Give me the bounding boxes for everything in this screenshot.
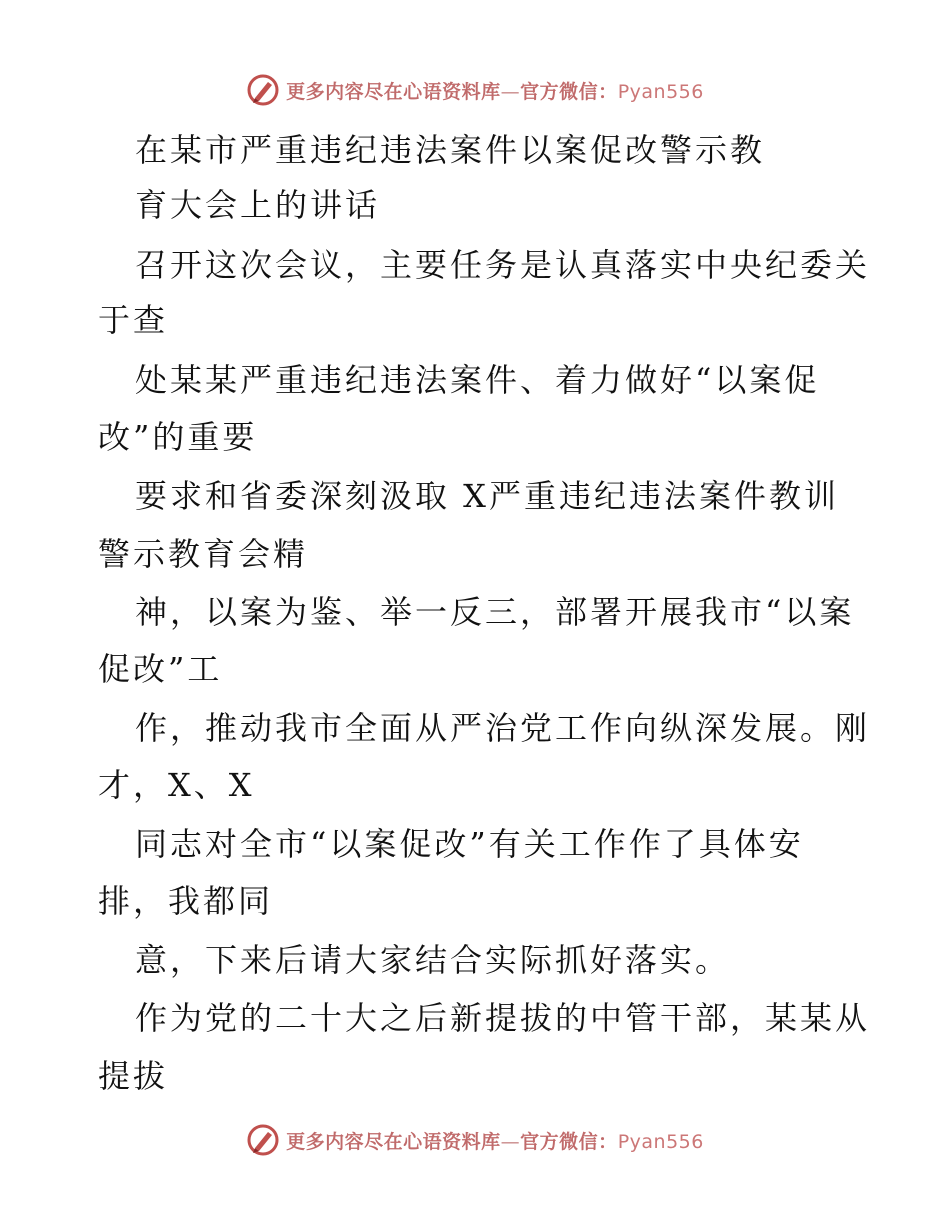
text-line: 警示教育会精 — [98, 535, 309, 573]
pen-logo-icon — [246, 1123, 280, 1157]
text-line: 同志对全市“以案促改”有关工作作了具体安 — [135, 825, 804, 863]
text-line: 改”的重要 — [98, 418, 258, 456]
text-line: 排，我都同 — [98, 882, 274, 920]
text-line: 提拔 — [98, 1057, 169, 1095]
watermark-text: 更多内容尽在心语资料库—官方微信：Pyan556 — [286, 80, 704, 103]
watermark-text: 更多内容尽在心语资料库—官方微信：Pyan556 — [286, 1130, 704, 1153]
header-watermark — [0, 70, 950, 110]
text-line: 作为党的二十大之后新提拔的中管干部，某某从 — [135, 999, 871, 1037]
footer-watermark — [0, 1120, 950, 1160]
text-line: 意，下来后请大家结合实际抓好落实。 — [135, 941, 731, 979]
text-line: 神，以案为鉴、举一反三，部署开展我市“以案 — [135, 593, 855, 631]
text-line: 召开这次会议，主要任务是认真落实中央纪委关 — [135, 246, 871, 284]
title-line-1: 在某市严重违纪违法案件以案促改警示教 — [135, 131, 766, 169]
title-line-2: 育大会上的讲话 — [135, 186, 381, 224]
text-line: 促改”工 — [98, 650, 223, 688]
pen-logo-icon — [246, 73, 280, 107]
text-line: 要求和省委深刻汲取 X严重违纪违法案件教训 — [135, 477, 839, 515]
text-line: 才，X、X — [98, 766, 255, 804]
text-line: 作，推动我市全面从严治党工作向纵深发展。刚 — [135, 709, 871, 747]
text-line: 处某某严重违纪违法案件、着力做好“以案促 — [135, 361, 820, 399]
text-line: 于查 — [98, 301, 169, 339]
